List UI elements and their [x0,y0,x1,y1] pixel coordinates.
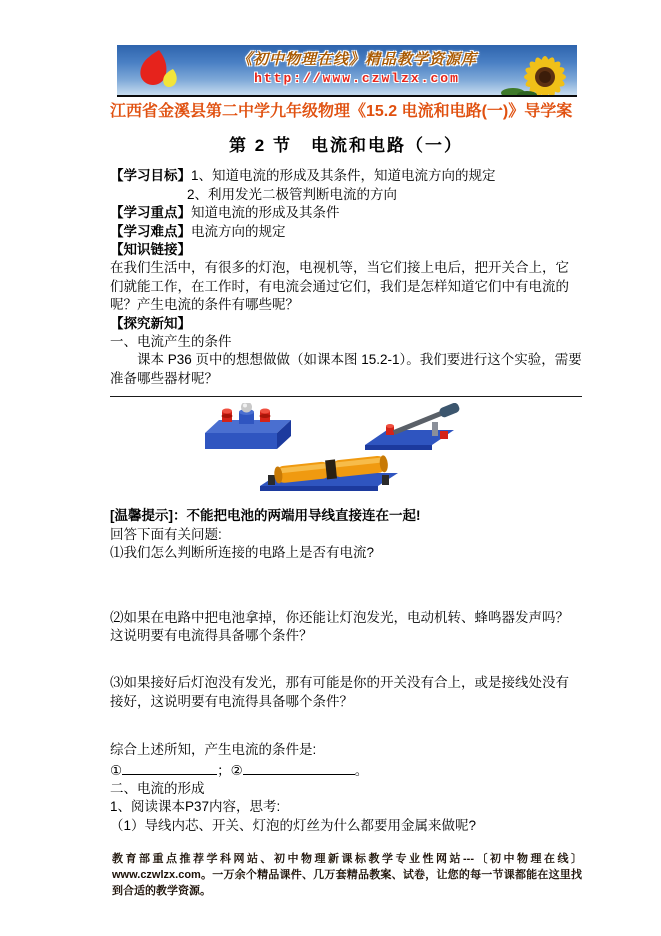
answer-blank-1[interactable] [122,760,217,775]
key-point-label: 【学习重点】 [110,205,191,221]
key-point-text: 知道电流的形成及其条件 [191,205,340,221]
sunflower-icon [497,51,575,97]
footer-promo-text: 教育部重点推荐学科网站、初中物理新课标教学专业性网站---〔初中物理在线〕www.czwlzx.com。一万余个精品课件、几万套精品教案、试卷，让您的每一节课都能在这里找到合适的教学资源。 [112,853,582,897]
warm-tip: [温馨提示]：不能把电池的两端用导线直接连在一起! [110,508,421,524]
question-1: ⑴我们怎么判断所连接的电路上是否有电流? [110,545,375,561]
objectives-label: 【学习目标】 [110,168,191,184]
questions-intro: 回答下面有关问题: [110,526,222,542]
site-title: 《初中物理在线》精品教学资源库 [236,51,477,68]
section1-text: 课本 P36 页中的想想做做（如课本图 15.2-1）。我们要进行这个实验，需要准备哪些器材呢？ [110,352,582,386]
bulb-holder-illustration [205,403,291,449]
knife-switch-illustration [365,403,461,450]
apparatus-illustration [110,403,580,495]
objectives-item-1: 1、知道电流的形成及其条件，知道电流方向的规定 [191,168,496,184]
section2-sub-1: （1）导线内芯、开关、灯泡的灯丝为什么都要用金属来做呢? [110,817,477,833]
sentence-end: 。 [354,762,369,778]
section1-title: 一、电流产生的条件 [110,334,232,350]
knowledge-link-text: 在我们生活中，有很多的灯泡，电视机等，当它们接上电后，把开关合上，它们就能工作，在工作时，有电流会通过它们，我们是怎样知道它们中有电流的呢？产生电流的条件有哪些呢？ [110,260,569,313]
summary-blanks-line [110,760,582,780]
site-url-link[interactable]: http://www.czwlzx.com [254,71,460,86]
doc-body [110,133,582,835]
answer-blank-2[interactable] [243,760,355,775]
summary-intro: 综合上述所知，产生电流的条件是: [110,742,317,758]
question-2: ⑵如果在电路中把电池拿掉，你还能让灯泡发光，电动机转、蜂鸣器发声吗？这说明要有电流得具备哪个条件？ [110,609,569,643]
divider-line [110,396,582,397]
difficult-point-line [110,223,582,241]
question-3: ⑶如果接好后灯泡没有发光，那有可能是你的开关没有合上，或是接线处没有接好，这说明要有电流得具备哪个条件？ [110,675,569,709]
difficult-point-label: 【学习难点】 [110,223,191,239]
blank1-prefix: ① [110,762,123,778]
doc-title: 江西省金溪县第二中学九年级物理《15.2 电流和电路(一)》导学案 [110,103,573,120]
site-banner [117,45,577,97]
section2-title: 二、电流的形成 [110,780,205,796]
objectives-line-1 [110,167,582,185]
battery-holder-illustration [260,454,398,491]
flame-logo-icon [125,47,195,95]
blank2-prefix: ② [230,762,243,778]
difficult-point-text: 电流方向的规定 [191,223,286,239]
knowledge-link-label: 【知识链接】 [110,242,191,258]
section-heading: 第 2 节 电流和电路（一） [229,136,463,155]
objectives-item-2: 2、利用发光二极管判断电流的方向 [187,186,398,202]
explore-label: 【探究新知】 [110,315,191,331]
blank-separator: ； [217,762,231,778]
section2-item-1: 1、阅读课本P37内容，思考: [110,799,281,815]
key-point-line [110,204,582,222]
